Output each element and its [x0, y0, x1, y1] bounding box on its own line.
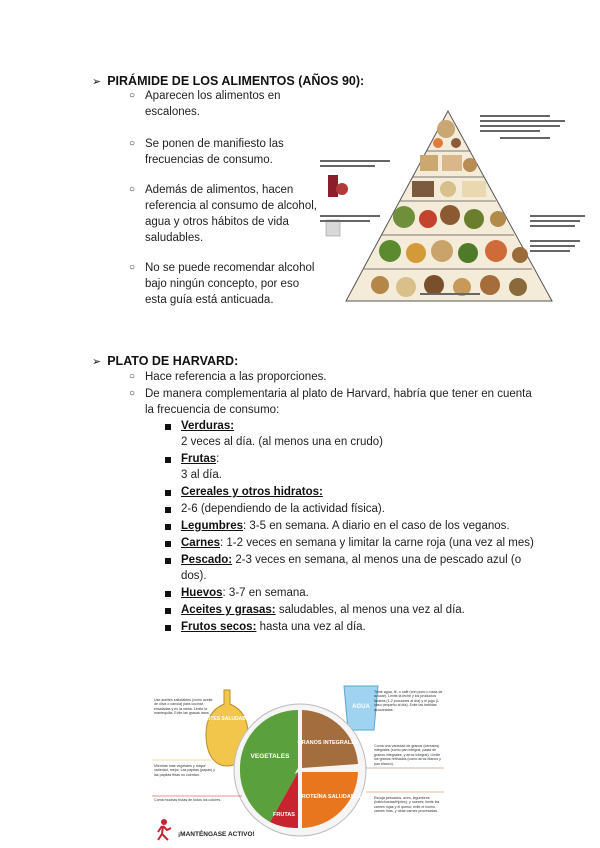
list-item: ○ No se puede recomendar alcohol bajo ningún concepto, por eso esta guía está anticuada. — [129, 262, 315, 306]
square-bullet-icon — [165, 424, 171, 430]
oil-label: ACEITES SALUDABLES — [198, 716, 256, 722]
list-item-verduras: Verduras: 2 veces al día. (al menos una en crudo) — [181, 418, 541, 450]
section-heading-harvard — [92, 354, 238, 368]
circle-bullet-icon: ○ — [129, 138, 136, 149]
square-bullet-icon — [165, 507, 171, 513]
list-item-cereales: Cereales y otros hidratos: — [181, 484, 541, 500]
fruits-label: FRUTAS — [273, 812, 295, 818]
list-item-pescado: Pescado: 2-3 veces en semana, al menos una de pescado azul (o dos). — [181, 552, 541, 584]
list-item: ○ Hace referencia a las proporciones. — [129, 371, 327, 383]
list-item: ○ Además de alimentos, hacen referencia al consumo de alcohol, agua y otros hábitos de vida saludables. — [129, 184, 317, 244]
square-bullet-icon — [165, 490, 171, 496]
circle-bullet-icon: ○ — [129, 371, 136, 382]
note-grains: Coma una variedad de granos (cereales) integrales (como pan integral, pasta de granos integrales, y arroz integral). Limite los granos refinados (como arroz blanco y pan blanco). — [374, 744, 441, 766]
note-protein: Escoja pescados, aves, legumbres (habichuelas/frijoles), y nueces; limite las carnes rojas y el queso; evite el tocino, carnes frías, y otras carnes procesadas. — [374, 796, 440, 814]
list-item: ○ Se ponen de manifiesto las frecuencias de consumo. — [129, 138, 284, 166]
circle-bullet-icon: ○ — [129, 262, 136, 273]
grains-label: GRANOS INTEGRALES — [297, 740, 359, 746]
note-fruits: Coma muchas frutas de todos los colores. — [154, 798, 222, 802]
list-item-huevos: Huevos: 3-7 en semana. — [181, 585, 541, 601]
list-item: ○ De manera complementaria al plato de Harvard, habría que tener en cuenta la frecuencia de consumo: — [129, 388, 532, 416]
water-label: AGUA — [352, 704, 370, 710]
heading-text: PLATO DE HARVARD: — [107, 354, 239, 368]
vegetables-label: VEGETALES — [250, 753, 290, 760]
note-water: Tome agua, té, o café (con poco o nada de azúcar). Limite la leche y los productos lácteos (1-2 porciones al día) y el jugo (1 vaso pequeño al día). Evite las bebidas azucaradas. — [374, 690, 443, 712]
list-item-frutas: Frutas: 3 al día. — [181, 451, 541, 483]
arrow-bullet-icon: ➢ — [92, 75, 102, 88]
section-heading-pyramid — [92, 74, 364, 88]
list-item-cereales-freq: 2-6 (dependiendo de la actividad física). — [181, 501, 541, 517]
list-item-aceites: Aceites y grasas: saludables, al menos una vez al día. — [181, 602, 541, 618]
frequency-list — [181, 418, 541, 636]
square-bullet-icon — [165, 541, 171, 547]
arrow-bullet-icon: ➢ — [92, 355, 102, 368]
list-item: ○ Aparecen los alimentos en escalones. — [129, 90, 281, 118]
stay-active-label: ¡MANTÉNGASE ACTIVO! — [178, 831, 255, 838]
square-bullet-icon — [165, 591, 171, 597]
square-bullet-icon — [165, 558, 171, 564]
list-item-legumbres: Legumbres: 3-5 en semana. A diario en el caso de los veganos. — [181, 518, 541, 534]
note-vegetables: Mientras más vegetales y mayor variedad, mejor. Las papitas (papas) y las papitas fritas no cuentan. — [154, 764, 215, 777]
circle-bullet-icon: ○ — [129, 90, 136, 101]
square-bullet-icon — [165, 457, 171, 463]
square-bullet-icon — [165, 524, 171, 530]
square-bullet-icon — [165, 608, 171, 614]
food-pyramid-image — [320, 105, 585, 305]
note-oils: Use aceites saludables (como aceite de oliva o canola) para cocinar, ensaladas y en la mesa. Limite la mantequilla. Evite las grasas trans. — [154, 698, 213, 716]
square-bullet-icon — [165, 625, 171, 631]
harvard-plate-image — [152, 684, 444, 844]
circle-bullet-icon: ○ — [129, 184, 136, 195]
circle-bullet-icon: ○ — [129, 388, 136, 399]
list-item-carnes: Carnes: 1-2 veces en semana y limitar la carne roja (una vez al mes) — [181, 535, 541, 551]
list-item-frutos-secos: Frutos secos: hasta una vez al día. — [181, 619, 541, 635]
protein-label: PROTEÍNA SALUDABLE — [298, 794, 362, 800]
heading-text: PIRÁMIDE DE LOS ALIMENTOS (AÑOS 90): — [107, 74, 365, 88]
